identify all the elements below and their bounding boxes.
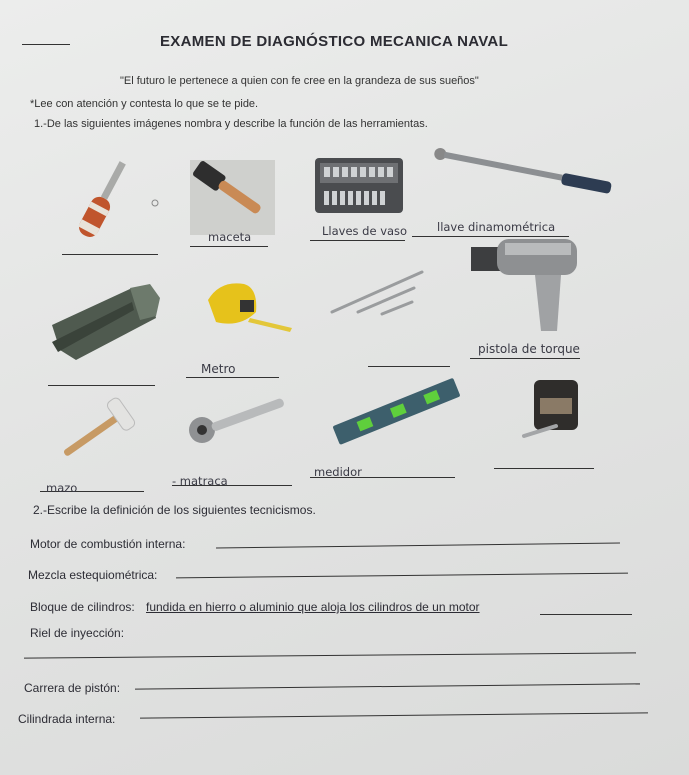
answer-maceta: maceta	[208, 230, 252, 244]
answer-llave-dinamometrica: llave dinamométrica	[437, 220, 556, 234]
level-image	[330, 378, 465, 448]
socket-extensions-image	[322, 268, 432, 323]
mallet-image	[48, 395, 143, 470]
term-riel-inyeccion: Riel de inyección:	[30, 626, 125, 640]
definition-line-cilindrada	[140, 712, 648, 718]
term-motor-combustion: Motor de combustión interna:	[30, 537, 186, 551]
term-cilindrada-interna: Cilindrada interna:	[18, 712, 116, 726]
answer-line-maceta	[190, 246, 268, 247]
ratchet-image	[180, 398, 295, 448]
answer-matraca: - matraca	[172, 474, 228, 488]
blank-line-4	[494, 468, 594, 469]
tape-measure-image	[200, 278, 295, 338]
section2-prompt: 2.-Escribe la definición de los siguientes tecnicismos.	[33, 503, 316, 517]
impact-gun-image	[465, 235, 585, 335]
term-carrera-piston: Carrera de pistón:	[24, 681, 121, 695]
definition-line-riel	[24, 652, 636, 658]
corner-line	[22, 44, 70, 45]
answer-mazo: mazo	[46, 481, 78, 495]
exam-title: EXAMEN DE DIAGNÓSTICO MECANICA NAVAL	[160, 33, 509, 50]
answer-llaves-de-vaso: Llaves de vaso	[322, 224, 408, 238]
blank-line-3	[368, 366, 450, 367]
socket-set-image	[312, 155, 407, 217]
definition-bloque-cilindros: fundida en hierro o aluminio que aloja los cilindros de un motor	[146, 600, 480, 614]
answer-line-metro	[186, 377, 279, 378]
instruction-text: *Lee con atención y contesta lo que se te pide.	[30, 98, 259, 110]
answer-line-pistola	[470, 358, 580, 359]
definition-line-mezcla	[176, 573, 628, 579]
blank-line-1	[62, 254, 158, 255]
gauge-image	[520, 378, 590, 448]
answer-medidor: medidor	[314, 465, 362, 479]
motto-quote: "El futuro le pertenece a quien con fe cree en la grandeza de sus sueños"	[120, 75, 479, 87]
section1-prompt: 1.-De las siguientes imágenes nombra y describe la función de las herramientas.	[34, 118, 428, 130]
definition-line-bloque	[540, 614, 632, 615]
definition-line-motor	[216, 543, 620, 549]
screwdriver-image	[72, 170, 162, 240]
answer-metro: Metro	[201, 362, 236, 376]
torque-wrench-image	[430, 145, 630, 200]
answer-pistola-de-torque: pistola de torque	[478, 342, 580, 356]
blank-line-2	[48, 385, 155, 386]
hammer-image	[190, 160, 275, 235]
hex-bit-image	[52, 280, 162, 365]
definition-line-carrera	[135, 683, 640, 689]
answer-line-llaves	[310, 240, 405, 241]
term-bloque-cilindros: Bloque de cilindros:	[30, 600, 135, 614]
term-mezcla-estequiometrica: Mezcla estequiométrica:	[28, 568, 158, 582]
